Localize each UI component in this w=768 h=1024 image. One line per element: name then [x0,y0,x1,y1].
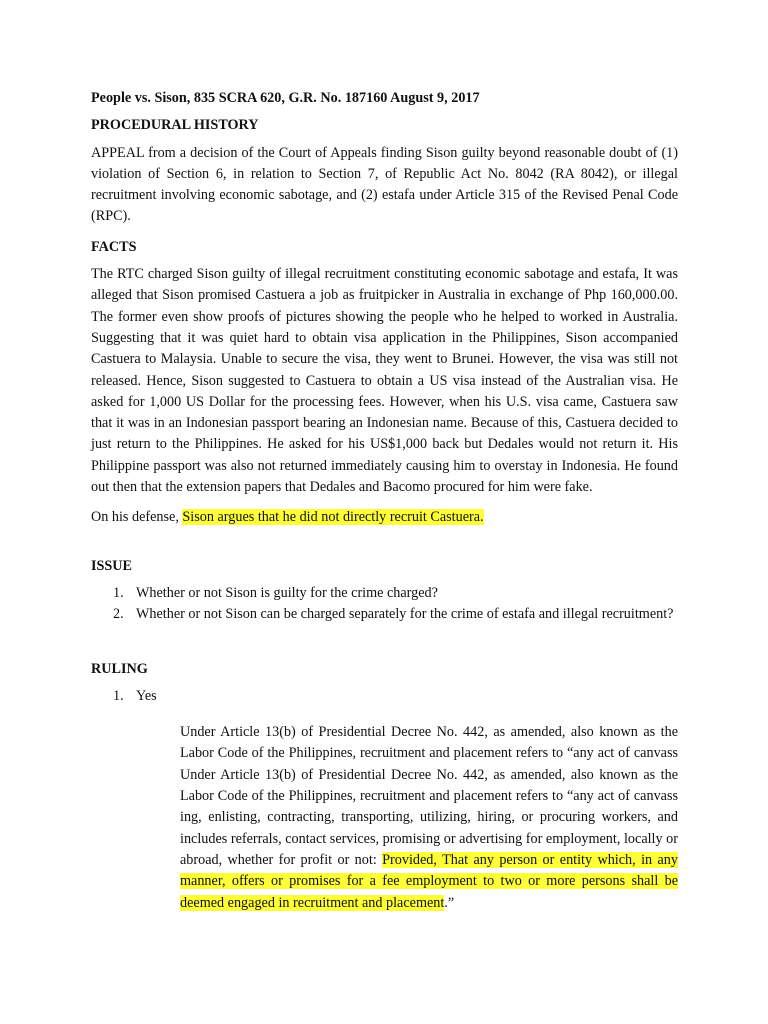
issue-item [91,604,678,625]
quote-end: .” [444,894,455,911]
quote-plain-text: Under Article 13(b) of Presidential Decree No. 442, as amended, also known as the Labor Code of the Philippines, recruitment and placement refers to “any act of canvass Under Article 13(b) of Presidential Decree No. 442, as amended, also known as the Labor Code of the Philippines, recruitment and placement refers to “any act of canvass ing, enlisting, contracting, transporting, utilizing, hiring, or procuring workers, and includes referrals, contact services, promising or advertising for employment, locally or abroad, whether for profit or not: [180,724,678,868]
defense-paragraph [91,507,678,528]
ruling-heading: RULING [91,660,148,677]
ruling-quote [180,722,678,914]
defense-prefix: On his defense, [91,509,183,526]
quote-highlight: Provided, That any person or entity which, in any manner, offers or promises for a fee employment to two or more persons shall be deemed engaged in recruitment and placement [180,851,678,911]
facts-text: The RTC charged Sison guilty of illegal recruitment constituting economic sabotage and estafa, It was alleged that Sison promised Castuera a job as fruitpicker in Australia in exchange of Php 160,000.00. The former even show proofs of pictures showing the people who he helped to worked in Australia. Suggesting that it was quiet hard to obtain visa application in the Philippines, Sison accompanied Castuera to Malaysia. Unable to secure the visa, they went to Brunei. However, the visa was still not released. Hence, Sison suggested to Castuera to obtain a US visa instead of the Australian visa. He asked for 1,000 US Dollar for the processing fees. However, when his U.S. visa came, Castuera saw that it was in an Indonesian passport bearing an Indonesian name. Because of this, Castuera decided to just return to the Philippines. He asked for his US$1,000 back but Dedales would not return it. His Philippine passport was also not returned immediately causing him to overstay in Indonesia. He found out then that the extension papers that Dedales and Bacomo procured for him were fake. [91,266,678,496]
issue-item-text: Whether or not Sison is guilty for the crime charged? [136,584,438,601]
procedural-history-text: APPEAL from a decision of the Court of Appeals finding Sison guilty beyond reasonable doubt of (1) violation of Section 6, in relation to Section 7, of Republic Act No. 8042 (RA 8042), or illegal recruitment involving economic sabotage, and (2) estafa under Article 315 of the Revised Penal Code (RPC). [91,144,678,225]
ruling-item-number: 1. [113,687,124,704]
procedural-history-heading: PROCEDURAL HISTORY [91,117,259,134]
issue-item-text: Whether or not Sison can be charged separately for the crime of estafa and illegal recruitment? [136,606,674,623]
document-page [91,88,678,914]
issue-item-number: 1. [113,584,124,601]
issue-item [91,583,678,604]
facts-heading: FACTS [91,238,137,255]
case-title: People vs. Sison, 835 SCRA 620, G.R. No. 187160 August 9, 2017 [91,90,480,106]
issue-heading: ISSUE [91,557,133,574]
issue-list [91,583,678,626]
issue-item-number: 2. [113,606,124,623]
ruling-list [91,686,678,707]
ruling-item-text: Yes [136,687,157,704]
ruling-item [91,686,678,707]
defense-highlight: Sison argues that he did not directly recruit Castuera. [182,509,484,526]
